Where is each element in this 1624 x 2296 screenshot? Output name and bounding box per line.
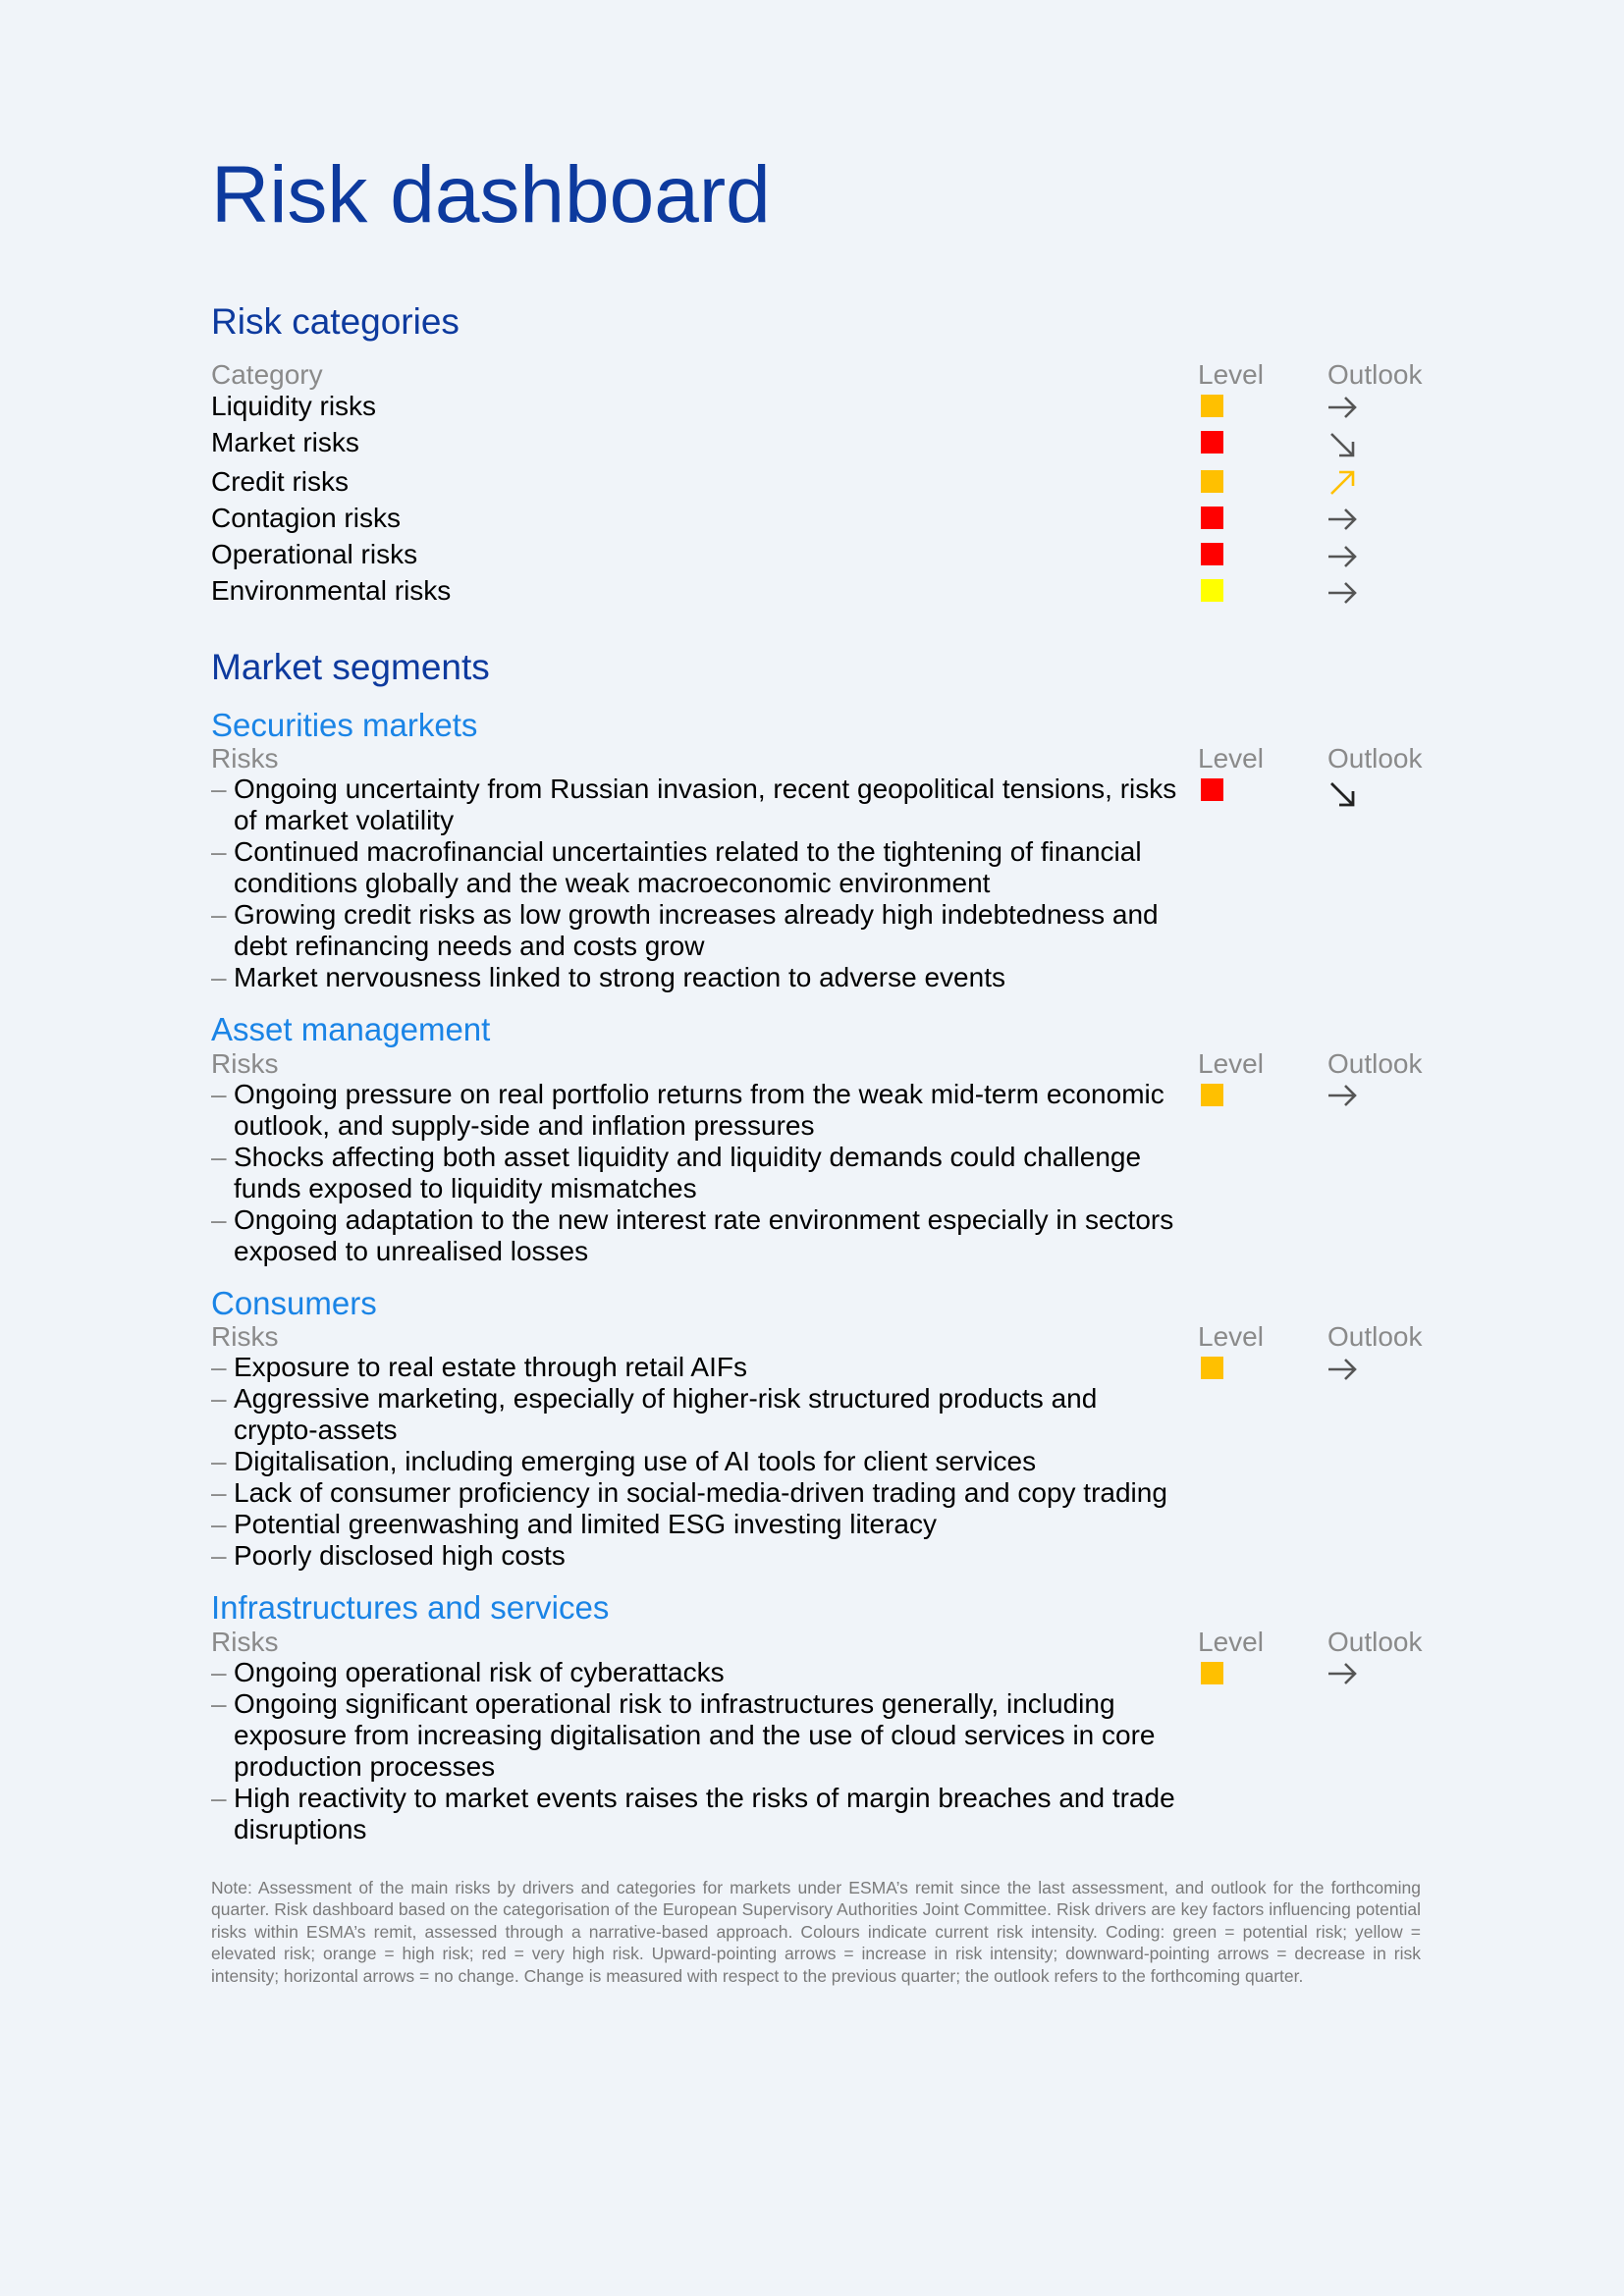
risk-category-label: Liquidity risks	[211, 391, 377, 421]
risk-category-label: Operational risks	[211, 539, 418, 569]
level-orange-square	[1201, 1357, 1223, 1379]
level-red-square	[1201, 543, 1223, 565]
right-arrow-icon	[1326, 540, 1359, 573]
right-arrow-icon	[1326, 391, 1359, 424]
level-orange-square	[1201, 470, 1223, 493]
up-right-arrow-icon	[1326, 466, 1359, 500]
risk-list	[211, 1079, 1178, 1267]
list-item: – Digitalisation, including emerging use of AI tools for client services	[211, 1446, 1178, 1477]
level-column-header: Level	[1198, 743, 1264, 774]
level-red-square	[1201, 507, 1223, 529]
list-item: – Ongoing pressure on real portfolio returns from the weak mid-term economic outlook, and supply-side and inflation pressures	[211, 1079, 1178, 1142]
level-orange-square	[1201, 1084, 1223, 1106]
page-title: Risk dashboard	[211, 150, 771, 240]
level-column-header: Level	[1198, 1048, 1264, 1079]
list-item: – Continued macrofinancial uncertainties related to the tightening of financial conditions globally and the weak macroeconomic environment	[211, 836, 1178, 899]
list-item: – Ongoing adaptation to the new interest rate environment especially in sectors exposed to unrealised losses	[211, 1204, 1178, 1267]
risk-category-label: Market risks	[211, 427, 359, 457]
level-column-header: Level	[1198, 1627, 1264, 1657]
outlook-column-header: Outlook	[1327, 1321, 1423, 1352]
risk-list	[211, 1657, 1178, 1845]
list-item: – Ongoing operational risk of cyberattacks	[211, 1657, 1178, 1688]
down-right-arrow-icon	[1326, 777, 1359, 811]
right-arrow-icon	[1326, 576, 1359, 610]
list-item: – Ongoing significant operational risk to infrastructures generally, including exposure from increasing digitalisation and the use of cloud services in core production processes	[211, 1688, 1178, 1783]
level-yellow-square	[1201, 579, 1223, 602]
outlook-column-header: Outlook	[1327, 743, 1423, 774]
list-item: – Poorly disclosed high costs	[211, 1540, 1178, 1572]
outlook-column-header: Outlook	[1327, 359, 1423, 390]
level-orange-square	[1201, 1662, 1223, 1684]
segment-title: Infrastructures and services	[211, 1589, 610, 1626]
list-item: – Shocks affecting both asset liquidity and liquidity demands could challenge funds exposed to liquidity mismatches	[211, 1142, 1178, 1204]
risks-column-header: Risks	[211, 1321, 279, 1352]
level-column-header: Level	[1198, 359, 1264, 390]
level-red-square	[1201, 778, 1223, 801]
risks-column-header: Risks	[211, 1048, 279, 1079]
segment-title: Asset management	[211, 1011, 491, 1047]
risk-category-label: Environmental risks	[211, 575, 452, 606]
category-column-header: Category	[211, 359, 323, 390]
list-item: – High reactivity to market events raises the risks of margin breaches and trade disruptions	[211, 1783, 1178, 1845]
risk-category-label: Contagion risks	[211, 503, 401, 533]
level-column-header: Level	[1198, 1321, 1264, 1352]
risk-category-label: Credit risks	[211, 466, 350, 497]
risks-column-header: Risks	[211, 743, 279, 774]
right-arrow-icon	[1326, 1353, 1359, 1386]
list-item: – Growing credit risks as low growth increases already high indebtedness and debt refinancing needs and costs grow	[211, 899, 1178, 962]
outlook-column-header: Outlook	[1327, 1048, 1423, 1079]
list-item: – Ongoing uncertainty from Russian invasion, recent geopolitical tensions, risks of market volatility	[211, 774, 1178, 836]
list-item: – Lack of consumer proficiency in social-media-driven trading and copy trading	[211, 1477, 1178, 1509]
market-segments-heading: Market segments	[211, 647, 490, 687]
list-item: – Exposure to real estate through retail AIFs	[211, 1352, 1178, 1383]
risk-list	[211, 774, 1178, 993]
list-item: – Market nervousness linked to strong reaction to adverse events	[211, 962, 1178, 993]
risk-categories-heading: Risk categories	[211, 301, 460, 342]
right-arrow-icon	[1326, 1079, 1359, 1112]
risk-list	[211, 1352, 1178, 1572]
level-orange-square	[1201, 395, 1223, 417]
list-item: – Aggressive marketing, especially of higher-risk structured products and crypto-assets	[211, 1383, 1178, 1446]
right-arrow-icon	[1326, 503, 1359, 536]
segment-title: Consumers	[211, 1285, 377, 1321]
risks-column-header: Risks	[211, 1627, 279, 1657]
outlook-column-header: Outlook	[1327, 1627, 1423, 1657]
segment-title: Securities markets	[211, 707, 478, 743]
footnote: Note: Assessment of the main risks by drivers and categories for markets under ESMA’s remit since the last assessment, and outlook for the forthcoming quarter. Risk dashboard based on the categorisation of the European Supervisory Authorities Joint Committee. Risk drivers are key factors influencing potential risks within ESMA’s remit, assessed through a narrative-based approach. Colours indicate current risk intensity. Coding: green = potential risk; yellow = elevated risk; orange = high risk; red = very high risk. Upward-pointing arrows = increase in risk intensity; downward-pointing arrows = decrease in risk intensity; horizontal arrows = no change. Change is measured with respect to the previous quarter; the outlook refers to the forthcoming quarter.	[211, 1878, 1421, 1986]
list-item: – Potential greenwashing and limited ESG investing literacy	[211, 1509, 1178, 1540]
right-arrow-icon	[1326, 1657, 1359, 1690]
level-red-square	[1201, 431, 1223, 454]
down-right-arrow-icon	[1326, 428, 1359, 461]
